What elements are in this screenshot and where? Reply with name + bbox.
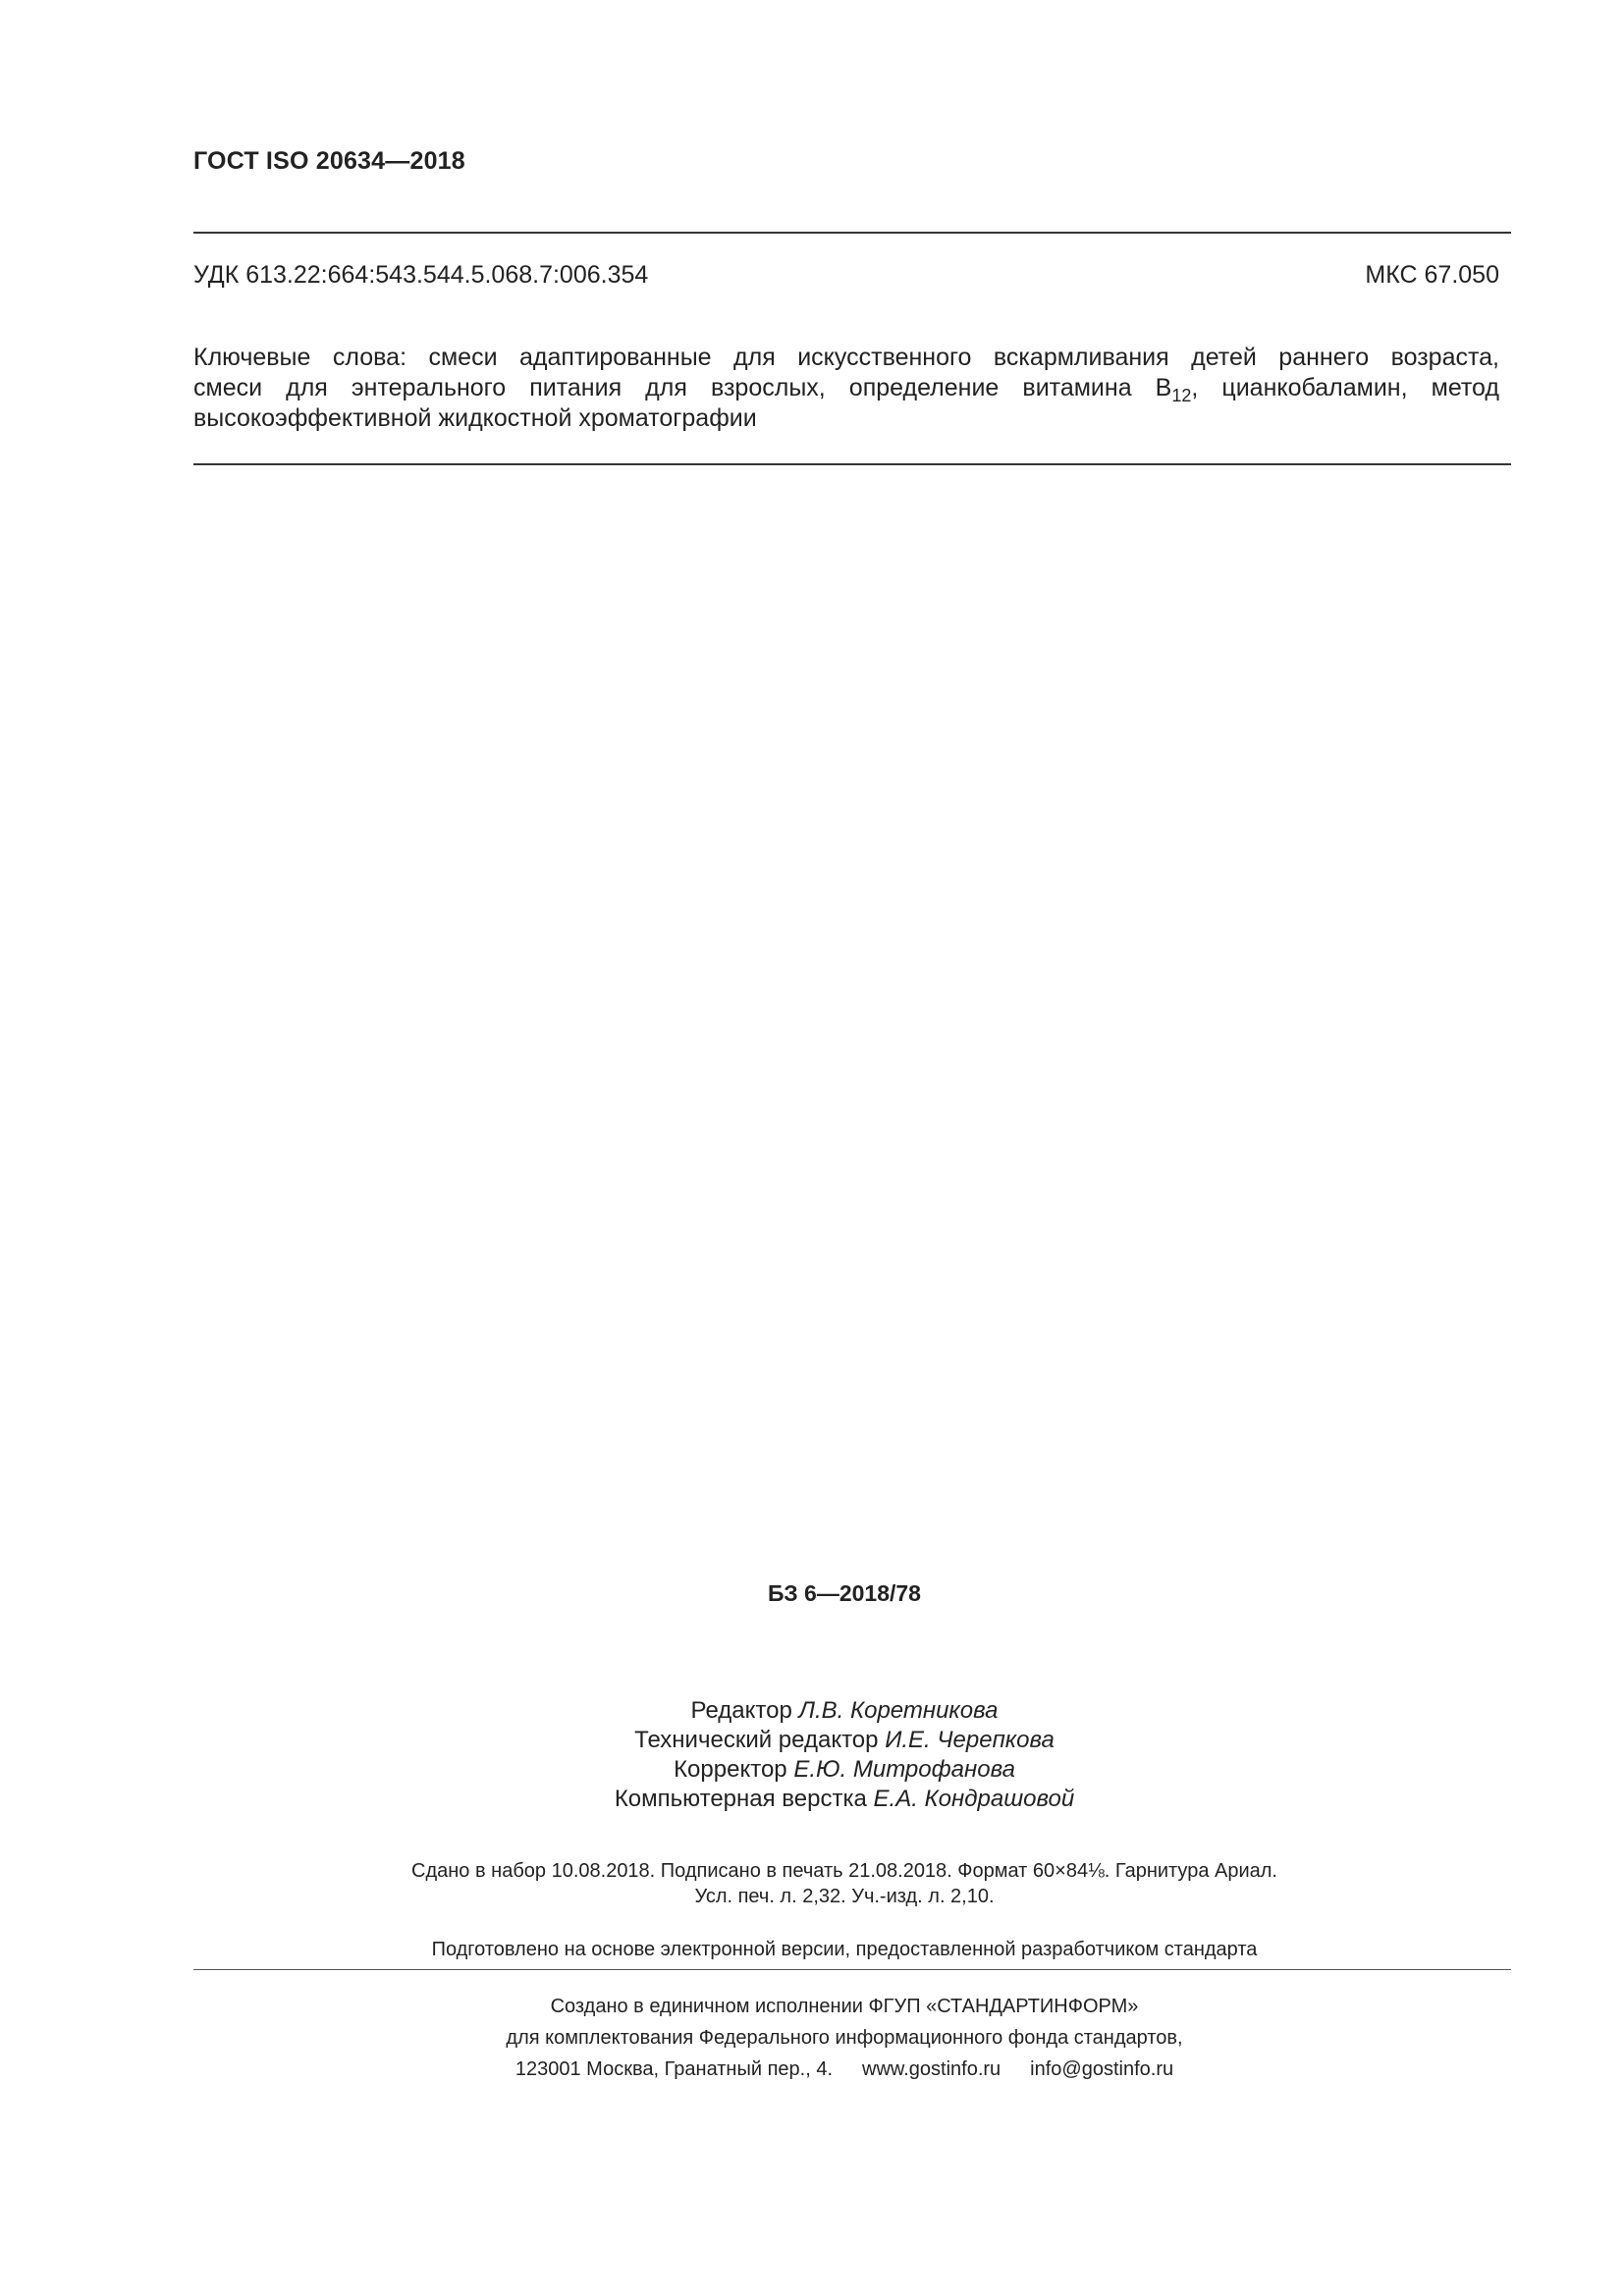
- print-info-line-2: Усл. печ. л. 2,32. Уч.-изд. л. 2,10.: [694, 1886, 995, 1907]
- prepared-note: Подготовлено на основе электронной версии, предоставленной разработчиком стандарта: [431, 1939, 1258, 1960]
- credit-layout: [0, 1785, 1624, 1814]
- mks-code: МКС 67.050: [1365, 261, 1499, 289]
- udk-code: УДК 613.22:664:543.544.5.068.7:006.354: [193, 261, 649, 289]
- keywords-line-2: [193, 373, 1499, 403]
- print-info-line-1: Сдано в набор 10.08.2018. Подписано в печать 21.08.2018. Формат 60×84⅛. Гарнитура Ариал.: [411, 1860, 1277, 1882]
- credit-tech-editor: [0, 1726, 1624, 1755]
- credit-role: Компьютерная верстка: [614, 1786, 867, 1812]
- publisher-contacts: [0, 2054, 1624, 2085]
- publisher-line-2: для комплектования Федерального информационного фонда стандартов,: [506, 2027, 1183, 2049]
- credit-name: Л.В. Коретникова: [798, 1697, 999, 1724]
- credit-name: И.Е. Черепкова: [885, 1727, 1055, 1753]
- credit-name: Е.А. Кондрашовой: [873, 1786, 1075, 1812]
- credit-role: Редактор: [690, 1697, 792, 1724]
- print-info: [0, 1858, 1624, 1909]
- keywords-line-3: высокоэффективной жидкостной хроматографии: [193, 404, 757, 432]
- keywords-line-2-text: смеси для энтерального питания для взрослых, определение витамина B: [193, 374, 1172, 401]
- publisher-address: 123001 Москва, Гранатный пер., 4.: [514, 2058, 833, 2080]
- keywords-paragraph: [193, 343, 1499, 434]
- keywords-line-2-tail: , цианкобаламин, метод: [1191, 374, 1499, 401]
- keywords-divider: [193, 463, 1511, 465]
- bz-number: БЗ 6—2018/78: [768, 1580, 921, 1606]
- publisher-line-1: Создано в единичном исполнении ФГУП «СТАНДАРТИНФОРМ»: [550, 1996, 1139, 2017]
- vitamin-subscript: 12: [1171, 386, 1192, 405]
- credit-role: Технический редактор: [634, 1727, 879, 1753]
- top-divider: [193, 232, 1511, 234]
- credit-proofreader: [0, 1755, 1624, 1785]
- publisher-email[interactable]: info@gostinfo.ru: [1030, 2058, 1174, 2080]
- credit-name: Е.Ю. Митрофанова: [793, 1756, 1015, 1783]
- publisher-website[interactable]: www.gostinfo.ru: [862, 2058, 1001, 2080]
- credit-editor: [0, 1696, 1624, 1726]
- credit-role: Корректор: [674, 1756, 787, 1783]
- keywords-line-1: Ключевые слова: смеси адаптированные для искусственного вскармливания детей раннего возраста,: [193, 344, 1499, 371]
- bottom-divider: [193, 1969, 1511, 1970]
- publisher-block: [0, 1991, 1624, 2085]
- document-header-title: ГОСТ ISO 20634—2018: [193, 147, 465, 175]
- credits-block: [0, 1696, 1624, 1814]
